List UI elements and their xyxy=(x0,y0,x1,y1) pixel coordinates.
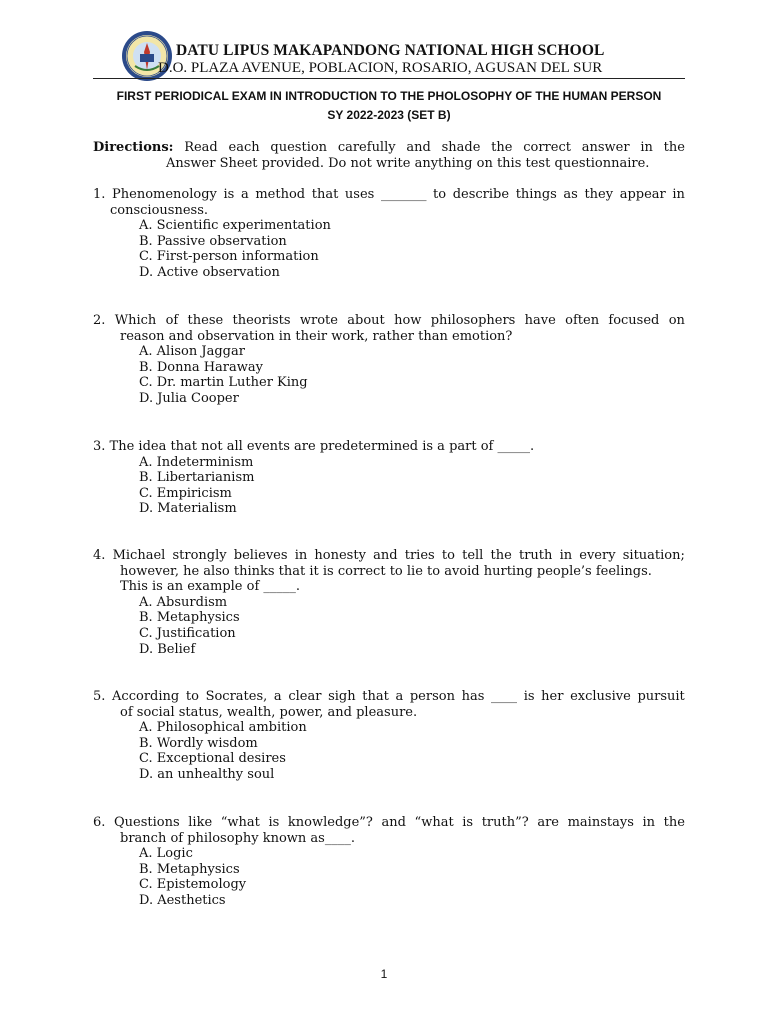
option-c: C. Justification xyxy=(139,625,236,641)
option-a: A. Philosophical ambition xyxy=(139,720,307,736)
question-word: is xyxy=(462,815,474,830)
directions-word: correct xyxy=(523,140,571,155)
question-stem-continued: of social status, wealth, power, and pleasure. xyxy=(120,704,418,720)
directions-word: question xyxy=(270,140,328,155)
question-word: honesty xyxy=(314,548,366,563)
question-word: things xyxy=(515,187,557,202)
question-word: and xyxy=(381,815,406,830)
question-word: is xyxy=(268,815,280,830)
option-d: D. Active observation xyxy=(139,264,280,280)
directions-word: carefully xyxy=(337,140,396,155)
question-word: about xyxy=(347,313,385,328)
question-word: her xyxy=(541,689,564,704)
question-word: how xyxy=(394,313,422,328)
option-d: D. Belief xyxy=(139,641,196,657)
question-word: Michael xyxy=(112,548,166,563)
question-2 xyxy=(93,313,685,407)
question-4 xyxy=(93,548,685,657)
option-a: A. Indeterminism xyxy=(139,454,254,470)
header-divider xyxy=(93,78,685,79)
question-word: is xyxy=(223,187,235,202)
question-word: in xyxy=(672,187,685,202)
option-c: C. Epistemology xyxy=(139,877,247,893)
question-word: and xyxy=(373,548,398,563)
question-word: as xyxy=(563,187,578,202)
question-word: the xyxy=(490,548,512,563)
directions xyxy=(93,140,685,171)
question-word: they xyxy=(584,187,614,202)
question-word: philosophers xyxy=(430,313,516,328)
question-word: knowledge”? xyxy=(287,815,373,830)
question-6 xyxy=(93,815,685,909)
question-word: Questions xyxy=(114,815,180,830)
option-b: B. Wordly wisdom xyxy=(139,735,258,751)
question-word: a xyxy=(395,689,404,704)
option-b: B. Metaphysics xyxy=(139,610,240,626)
question-word: situation; xyxy=(622,548,685,563)
question-3 xyxy=(93,439,685,517)
question-word: Phenomenology xyxy=(112,187,217,202)
question-word: According xyxy=(112,689,180,704)
question-word: 6. xyxy=(93,815,106,830)
question-stem-continued: consciousness. xyxy=(110,202,209,218)
question-word: in xyxy=(294,548,308,563)
question-word: of xyxy=(165,313,179,328)
answer-blank: ____ xyxy=(491,689,518,704)
question-word: mainstays xyxy=(567,815,634,830)
question-stem: 3. The idea that not all events are predetermined is a part of _____. xyxy=(93,439,535,454)
question-stem xyxy=(93,815,685,831)
question-word: tell xyxy=(462,548,484,563)
question-1 xyxy=(93,187,685,281)
school-year: SY 2022-2023 (SET B) xyxy=(327,108,451,122)
question-word: 4. xyxy=(93,548,106,563)
question-word: wrote xyxy=(299,313,338,328)
question-word: method xyxy=(255,187,306,202)
question-word: to xyxy=(433,187,447,202)
question-stem-continued: branch of philosophy known as____. xyxy=(120,830,355,846)
question-word: to xyxy=(185,689,199,704)
question-word: exclusive xyxy=(570,689,631,704)
page-number: 1 xyxy=(380,967,388,981)
question-word: believes xyxy=(233,548,288,563)
directions-word: answer xyxy=(581,140,630,155)
question-word: Socrates, xyxy=(205,689,268,704)
question-word: a xyxy=(273,689,282,704)
directions-word: each xyxy=(228,140,260,155)
directions-line-1 xyxy=(93,140,685,156)
option-b: B. Passive observation xyxy=(139,233,287,249)
question-word: is xyxy=(523,689,535,704)
question-stem xyxy=(93,187,685,203)
option-d: D. an unhealthy soul xyxy=(139,766,275,782)
question-word: sigh xyxy=(328,689,356,704)
option-d: D. Materialism xyxy=(139,501,237,517)
option-b: B. Libertarianism xyxy=(139,470,255,486)
question-stem xyxy=(93,313,685,329)
directions-word: the xyxy=(663,140,685,155)
question-word: 5. xyxy=(93,689,106,704)
exam-title: FIRST PERIODICAL EXAM IN INTRODUCTION TO THE PHOLOSOPHY OF THE HUMAN PERSON xyxy=(116,89,662,103)
directions-word: the xyxy=(491,140,513,155)
question-stem xyxy=(93,548,685,564)
question-word: has xyxy=(461,689,485,704)
question-stem xyxy=(93,689,685,705)
option-d: D. Aesthetics xyxy=(139,892,226,908)
question-word: person xyxy=(409,689,455,704)
question-word: are xyxy=(537,815,559,830)
question-word: uses xyxy=(344,187,375,202)
question-word: clear xyxy=(288,689,322,704)
directions-word: Read xyxy=(184,140,218,155)
option-c: C. Exceptional desires xyxy=(139,751,286,767)
option-c: C. Dr. martin Luther King xyxy=(139,375,308,391)
option-a: A. Absurdism xyxy=(139,594,228,610)
option-a: A. Scientific experimentation xyxy=(139,218,331,234)
option-d: D. Julia Cooper xyxy=(139,390,239,406)
question-word: tries xyxy=(404,548,435,563)
directions-word: shade xyxy=(441,140,481,155)
question-word: a xyxy=(240,187,249,202)
question-word: often xyxy=(565,313,600,328)
question-word: like xyxy=(188,815,213,830)
question-word: have xyxy=(524,313,556,328)
question-word: that xyxy=(311,187,339,202)
question-word: 2. xyxy=(93,313,106,328)
question-word: focused xyxy=(608,313,660,328)
question-word: truth xyxy=(518,548,553,563)
question-word: appear xyxy=(619,187,666,202)
question-5 xyxy=(93,689,685,783)
question-word: theorists xyxy=(232,313,291,328)
option-b: B. Metaphysics xyxy=(139,861,240,877)
answer-blank: _______ xyxy=(380,187,427,202)
question-stem-continued: however, he also thinks that it is correct to lie to avoid hurting people’s feelings. xyxy=(120,563,652,579)
question-word: that xyxy=(362,689,389,704)
option-a: A. Alison Jaggar xyxy=(139,344,245,360)
directions-word: in xyxy=(640,140,653,155)
question-word: to xyxy=(441,548,455,563)
directions-word: and xyxy=(406,140,431,155)
school-name: DATU LIPUS MAKAPANDONG NATIONAL HIGH SCHOOL xyxy=(176,42,605,59)
question-word: “what xyxy=(414,815,454,830)
option-c: C. Empiricism xyxy=(139,485,232,501)
question-word: pursuit xyxy=(637,689,685,704)
question-word: in xyxy=(559,548,573,563)
question-word: “what xyxy=(220,815,260,830)
question-word: in xyxy=(642,815,655,830)
question-word: strongly xyxy=(172,548,227,563)
question-word: describe xyxy=(452,187,510,202)
directions-label: Directions: xyxy=(93,140,174,155)
question-word: every xyxy=(579,548,616,563)
option-b: B. Donna Haraway xyxy=(139,359,263,375)
question-stem-continued: reason and observation in their work, rather than emotion? xyxy=(120,328,513,344)
option-c: C. First-person information xyxy=(139,249,319,265)
question-word: these xyxy=(187,313,224,328)
question-stem-continued: This is an example of _____. xyxy=(120,579,301,595)
question-word: on xyxy=(668,313,685,328)
question-word: 1. xyxy=(93,187,106,202)
question-word: the xyxy=(663,815,685,830)
school-header xyxy=(93,30,685,80)
question-word: truth”? xyxy=(481,815,529,830)
question-word: Which xyxy=(114,313,157,328)
option-a: A. Logic xyxy=(139,846,193,862)
directions-line-2: Answer Sheet provided. Do not write anything on this test questionnaire. xyxy=(166,155,650,171)
school-address: D.O. PLAZA AVENUE, POBLACION, ROSARIO, AGUSAN DEL SUR xyxy=(158,60,603,76)
